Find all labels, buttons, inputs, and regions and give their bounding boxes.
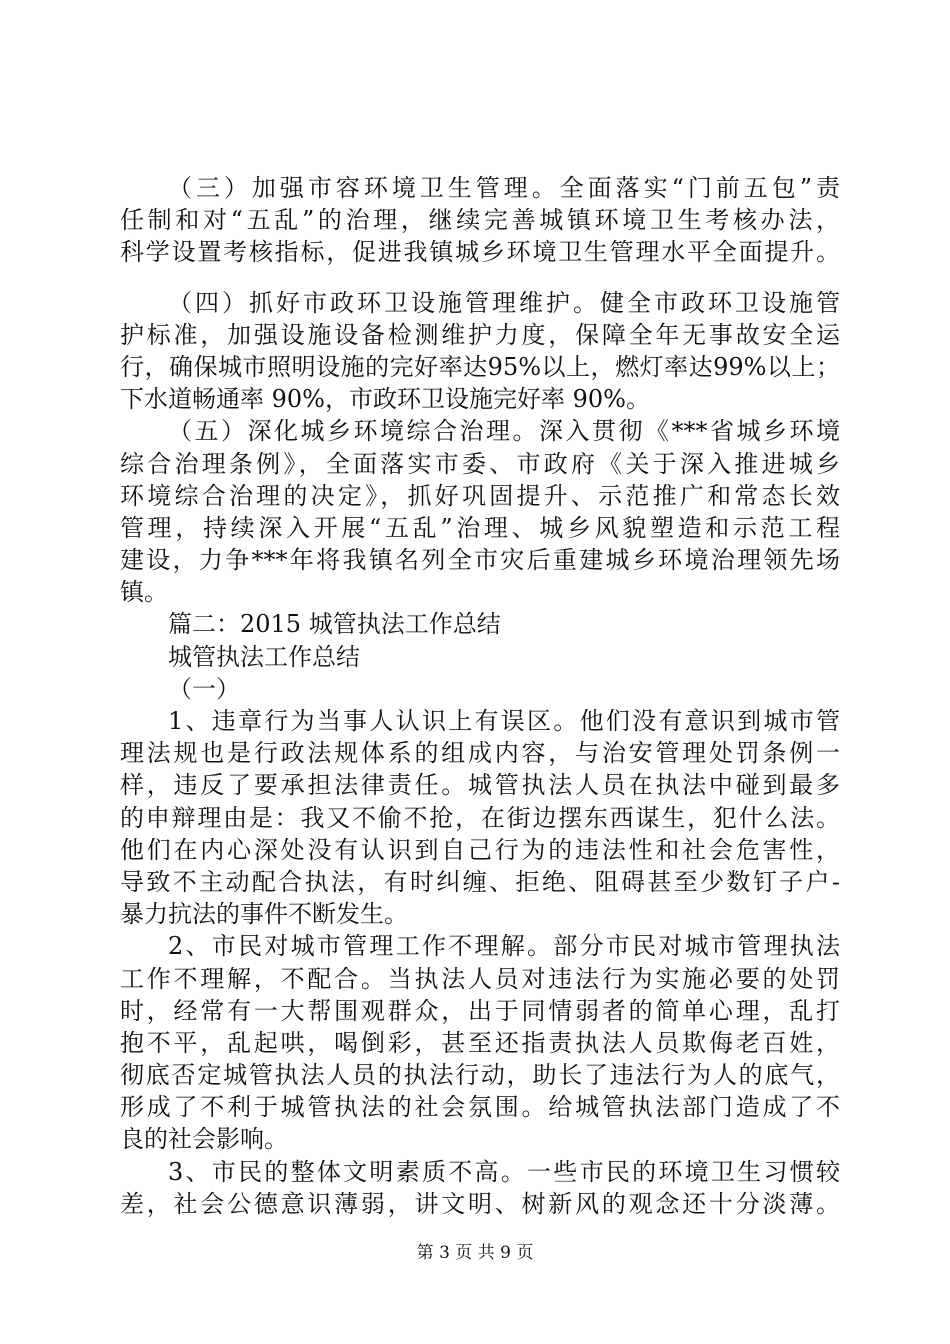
text-line: 导致不主动配合执法，有时纠缠、拒绝、阻碍甚至少数钉子户- xyxy=(120,867,840,896)
subsection-label: （一） xyxy=(168,674,240,703)
paragraph-section-4 xyxy=(120,287,840,416)
text-line: 行，确保城市照明设施的完好率达95%以上，燃灯率达99%以上； xyxy=(120,352,840,381)
text-line: 建设，力争***年将我镇名列全市灾后重建城乡环境治理领先场 xyxy=(120,546,840,575)
text-line: 工作不理解，不配合。当执法人员对违法行为实施必要的处罚 xyxy=(120,964,840,993)
text-line: 良的社会影响。 xyxy=(120,1125,288,1154)
text-line: 理法规也是行政法规体系的组成内容，与治安管理处罚条例一 xyxy=(120,739,840,768)
text-line: （五）深化城乡环境综合治理。深入贯彻《***省城乡环境 xyxy=(168,417,840,446)
paragraph-item-2 xyxy=(120,930,840,1155)
paragraph-gap xyxy=(120,269,840,287)
text-line: （三）加强市容环境卫生管理。全面落实“门前五包”责 xyxy=(168,174,840,202)
part-two-heading xyxy=(120,608,840,705)
text-line: 的申辩理由是：我又不偷不抢，在街边摆东西谋生，犯什么法。 xyxy=(120,803,840,832)
text-line: 差，社会公德意识薄弱，讲文明、树新风的观念还十分淡薄。 xyxy=(120,1189,840,1218)
text-line: 暴力抗法的事件不断发生。 xyxy=(120,900,408,929)
text-line: 样，违反了要承担法律责任。城管执法人员在执法中碰到最多 xyxy=(120,771,840,800)
text-line: 2、市民对城市管理工作不理解。部分市民对城市管理执法 xyxy=(168,932,840,961)
text-line: 抱不平，乱起哄，喝倒彩，甚至还指责执法人员欺侮老百姓， xyxy=(120,1028,840,1057)
text-line: 科学设置考核指标，促进我镇城乡环境卫生管理水平全面提升。 xyxy=(120,238,840,267)
text-line: 时，经常有一大帮围观群众，出于同情弱者的简单心理，乱打 xyxy=(120,996,840,1025)
text-line: 管理，持续深入开展“五乱”治理、城乡风貌塑造和示范工程 xyxy=(120,513,840,542)
paragraph-section-5 xyxy=(120,415,840,608)
text-line: 1、违章行为当事人认识上有误区。他们没有意识到城市管 xyxy=(168,707,840,735)
section-title: 篇二：2015 城管执法工作总结 xyxy=(168,610,501,639)
text-line: 综合治理条例》，全面落实市委、市政府《关于深入推进城乡 xyxy=(120,449,840,478)
paragraph-section-3 xyxy=(120,172,840,269)
text-line: 护标准，加强设施设备检测维护力度，保障全年无事故安全运 xyxy=(120,320,840,349)
text-line: 环境综合治理的决定》，抓好巩固提升、示范推广和常态长效 xyxy=(120,481,840,510)
text-line: 3、市民的整体文明素质不高。一些市民的环境卫生习惯较 xyxy=(168,1157,840,1186)
text-line: （四）抓好市政环卫设施管理维护。健全市政环卫设施管 xyxy=(168,288,840,317)
document-body xyxy=(120,172,840,1220)
text-line: 任制和对“五乱”的治理，继续完善城镇环境卫生考核办法， xyxy=(120,206,840,235)
text-line: 镇。 xyxy=(120,578,168,607)
text-line: 他们在内心深处没有认识到自己行为的违法性和社会危害性， xyxy=(120,835,840,864)
page-number: 第 3 页 共 9 页 xyxy=(416,1243,534,1263)
paragraph-item-1 xyxy=(120,705,840,930)
document-title: 城管执法工作总结 xyxy=(168,642,360,671)
text-line: 形成了不利于城管执法的社会氛围。给城管执法部门造成了不 xyxy=(120,1093,840,1122)
paragraph-item-3 xyxy=(120,1156,840,1220)
text-line: 彻底否定城管执法人员的执法行动，助长了违法行为人的底气， xyxy=(120,1061,840,1090)
page-footer xyxy=(0,1242,950,1264)
text-line: 下水道畅通率 90%，市政环卫设施完好率 90%。 xyxy=(120,385,650,414)
